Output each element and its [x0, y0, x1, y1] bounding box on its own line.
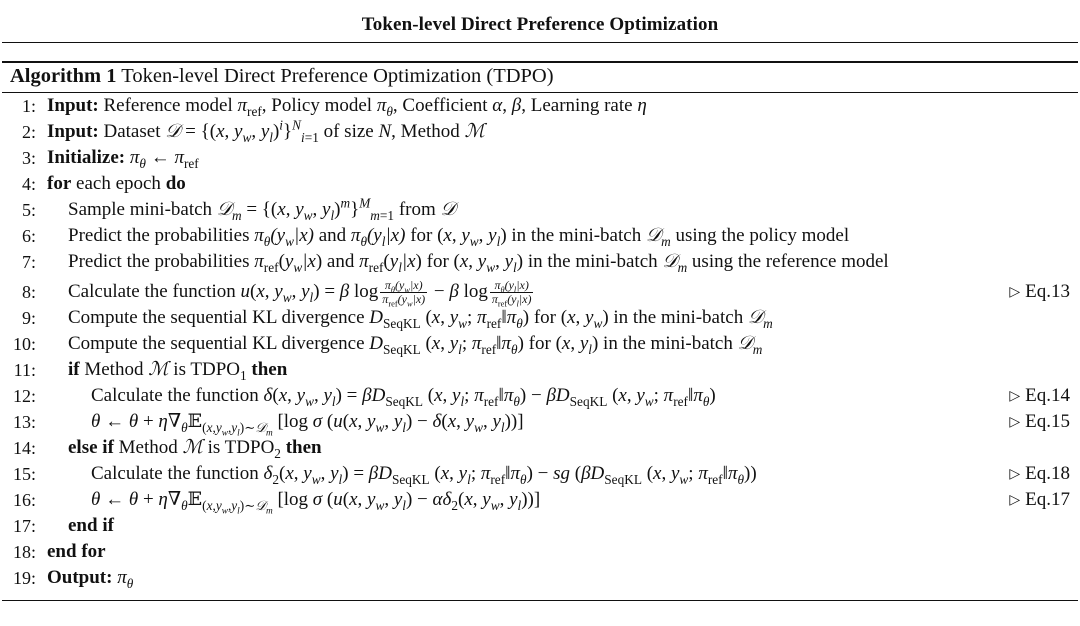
- algorithm-line: [0, 307, 1080, 333]
- algorithm-line: [0, 359, 1080, 385]
- keyword: end for: [47, 541, 106, 562]
- equation-label: Eq.18: [1025, 463, 1070, 484]
- algorithm-line: [0, 195, 1080, 225]
- keyword: then: [285, 437, 322, 458]
- line-number: 10:: [12, 334, 36, 354]
- algorithm-label: Algorithm 1: [10, 65, 117, 87]
- equation-reference: [1009, 385, 1070, 409]
- triangle-right-icon: ▷: [1009, 467, 1021, 482]
- line-number: 17:: [12, 516, 36, 536]
- algorithm-bottom-rule: [2, 600, 1078, 601]
- line-number: 6:: [21, 226, 36, 246]
- keyword: Initialize:: [47, 147, 126, 168]
- line-number: 4:: [21, 174, 36, 194]
- equation-label: Eq.17: [1025, 489, 1070, 510]
- algorithm-line: [0, 515, 1080, 541]
- keyword: then: [251, 359, 288, 380]
- line-number: 11:: [13, 360, 36, 380]
- page-header-title: Token-level Direct Preference Optimization: [361, 14, 719, 35]
- keyword: for: [47, 173, 72, 194]
- line-number: 2:: [21, 122, 36, 142]
- equation-reference: [1009, 277, 1070, 309]
- line-number: 16:: [12, 490, 36, 510]
- algorithm-line: [0, 251, 1080, 277]
- line-content: Calculate the function u(x, $y_w$, $y_l) = \beta$ log $\frac{\pi_\theta(y_w|x)}{\pi_{ref}(y_w|x)}$ − β log $\frac{\pi_\theta(y_l|x)}{\pi_{ref}(y_l|x)}$: [68, 278, 532, 309]
- line-content: Input: Dataset 𝒟 = {(x, $y_w$, $y_l)^i\}^N_{i=1}$ of size N, Method ℳ: [47, 117, 485, 145]
- algorithm-body: [0, 95, 1080, 593]
- line-content: Predict the probabilities $\pi_{ref}(y_w|x)$ and $\pi_{ref}(y_l|x)$ for (x, $y_w$, $y_l$) in the mini-batch 𝒟$_m$ using the reference model: [68, 251, 889, 275]
- line-content: else if Method ℳ is $TDPO_2$ then: [68, 437, 322, 461]
- line-content: [47, 173, 186, 195]
- keyword: if: [68, 359, 80, 380]
- line-content: Calculate the function $\delta_2(x$, $y_w$, $y_l) = \beta D_{SeqKL}$ (x, $y_l$; $\pi_{ref}‖\pi_\theta$) − sg ($\beta D_{SeqKL}$ (x, $y_w$; $\pi_{ref}‖\pi_\theta$)): [91, 463, 757, 487]
- line-number: 1:: [21, 96, 36, 116]
- algorithm-line: [0, 541, 1080, 567]
- line-content: θ ← $\theta + \eta\nabla_\theta 𝔼_{(x,y_w,y_l)\sim 𝒟_m}$ [log σ (u(x, $y_w$, $y_l) - \alpha\delta_2(x$, $y_w$, $y_l$))]: [91, 489, 541, 517]
- line-number: 3:: [21, 148, 36, 168]
- algorithm-line: [0, 333, 1080, 359]
- line-number: 8:: [21, 282, 36, 302]
- line-content: Input: Reference model $\pi_{ref}$, Policy model $\pi_\theta$, Coefficient α, β, Learning rate η: [47, 95, 647, 119]
- algorithm-caption: [10, 65, 554, 88]
- line-number: 9:: [21, 308, 36, 328]
- algorithm-line: [0, 463, 1080, 489]
- triangle-right-icon: ▷: [1009, 493, 1021, 508]
- algorithm-caption-rule: [2, 92, 1078, 93]
- fraction: $\frac{\pi_\theta(y_l|x)}{\pi_{ref}(y_l|x)}$: [491, 278, 532, 309]
- keyword: Input:: [47, 121, 99, 142]
- keyword: do: [165, 173, 186, 194]
- line-content: Output: $\pi_\theta$: [47, 567, 134, 591]
- keyword: Output:: [47, 567, 113, 588]
- line-number: 15:: [12, 464, 36, 484]
- triangle-right-icon: ▷: [1009, 415, 1021, 430]
- line-content: Sample mini-batch 𝒟$_m$ = {(x, $y_w$, $y_l)^m\}^M_{m=1}$ from 𝒟: [68, 195, 456, 223]
- algorithm-line: [0, 489, 1080, 515]
- algorithm-line: [0, 277, 1080, 307]
- header-rule: [2, 42, 1078, 43]
- algorithm-line: [0, 437, 1080, 463]
- line-content: Compute the sequential KL divergence $D_{SeqKL}$ (x, $y_w$; $\pi_{ref}‖\pi_\theta$) for (x, $y_w$) in the mini-batch 𝒟$_m$: [68, 307, 773, 331]
- equation-reference: [1009, 463, 1070, 487]
- triangle-right-icon: ▷: [1009, 285, 1021, 300]
- line-content: Predict the probabilities $\pi_\theta(y_w|x)$ and $\pi_\theta(y_l|x)$ for (x, $y_w$, $y_l$) in the mini-batch 𝒟$_m$ using the policy model: [68, 225, 850, 249]
- algorithm-line: [0, 173, 1080, 199]
- line-number: 19:: [12, 568, 36, 588]
- line-number: 5:: [21, 200, 36, 220]
- line-number: 13:: [12, 412, 36, 432]
- algorithm-line: [0, 411, 1080, 437]
- algorithm-line: [0, 567, 1080, 593]
- line-content: Compute the sequential KL divergence $D_{SeqKL}$ (x, $y_l$; $\pi_{ref}‖\pi_\theta$) for (x, $y_l$) in the mini-batch 𝒟$_m$: [68, 333, 763, 357]
- line-content: [68, 515, 114, 537]
- algorithm-line: [0, 385, 1080, 411]
- algorithm-caption-text: Token-level Direct Preference Optimization (TDPO): [121, 65, 554, 87]
- line-number: 12:: [12, 386, 36, 406]
- line-content: if Method ℳ is $TDPO_1$ then: [68, 359, 288, 383]
- fraction: $\frac{\pi_\theta(y_w|x)}{\pi_{ref}(y_w|x)}$: [382, 278, 426, 309]
- line-content: θ ← $\theta + \eta\nabla_\theta 𝔼_{(x,y_w,y_l)\sim 𝒟_m}$ [log σ (u(x, $y_w$, $y_l) - \delta(x$, $y_w$, $y_l$))]: [91, 411, 524, 439]
- line-content: [47, 541, 106, 563]
- line-text: each epoch: [76, 173, 161, 194]
- equation-reference: [1009, 411, 1070, 435]
- triangle-right-icon: ▷: [1009, 389, 1021, 404]
- line-number: 14:: [12, 438, 36, 458]
- equation-label: Eq.14: [1025, 385, 1070, 406]
- algorithm-line: [0, 147, 1080, 173]
- equation-label: Eq.15: [1025, 411, 1070, 432]
- line-number: 18:: [12, 542, 36, 562]
- equation-reference: [1009, 489, 1070, 513]
- algorithm-line: [0, 95, 1080, 121]
- line-content: Initialize: $\pi_\theta$ ← $\pi_{ref}$: [47, 147, 199, 171]
- line-content: Calculate the function δ(x, $y_w$, $y_l) = \beta D_{SeqKL}$ (x, $y_l$; $\pi_{ref}‖\pi_\theta) - \beta D_{SeqKL}$ (x, $y_w$; $\pi_{ref}‖\pi_\theta$): [91, 385, 716, 409]
- keyword: Input:: [47, 95, 99, 116]
- algorithm-top-rule: [2, 61, 1078, 63]
- line-number: 7:: [21, 252, 36, 272]
- keyword: end if: [68, 515, 114, 536]
- algorithm-line: [0, 117, 1080, 147]
- algorithm-line: [0, 225, 1080, 251]
- equation-label: Eq.13: [1025, 281, 1070, 302]
- keyword: else if: [68, 437, 114, 458]
